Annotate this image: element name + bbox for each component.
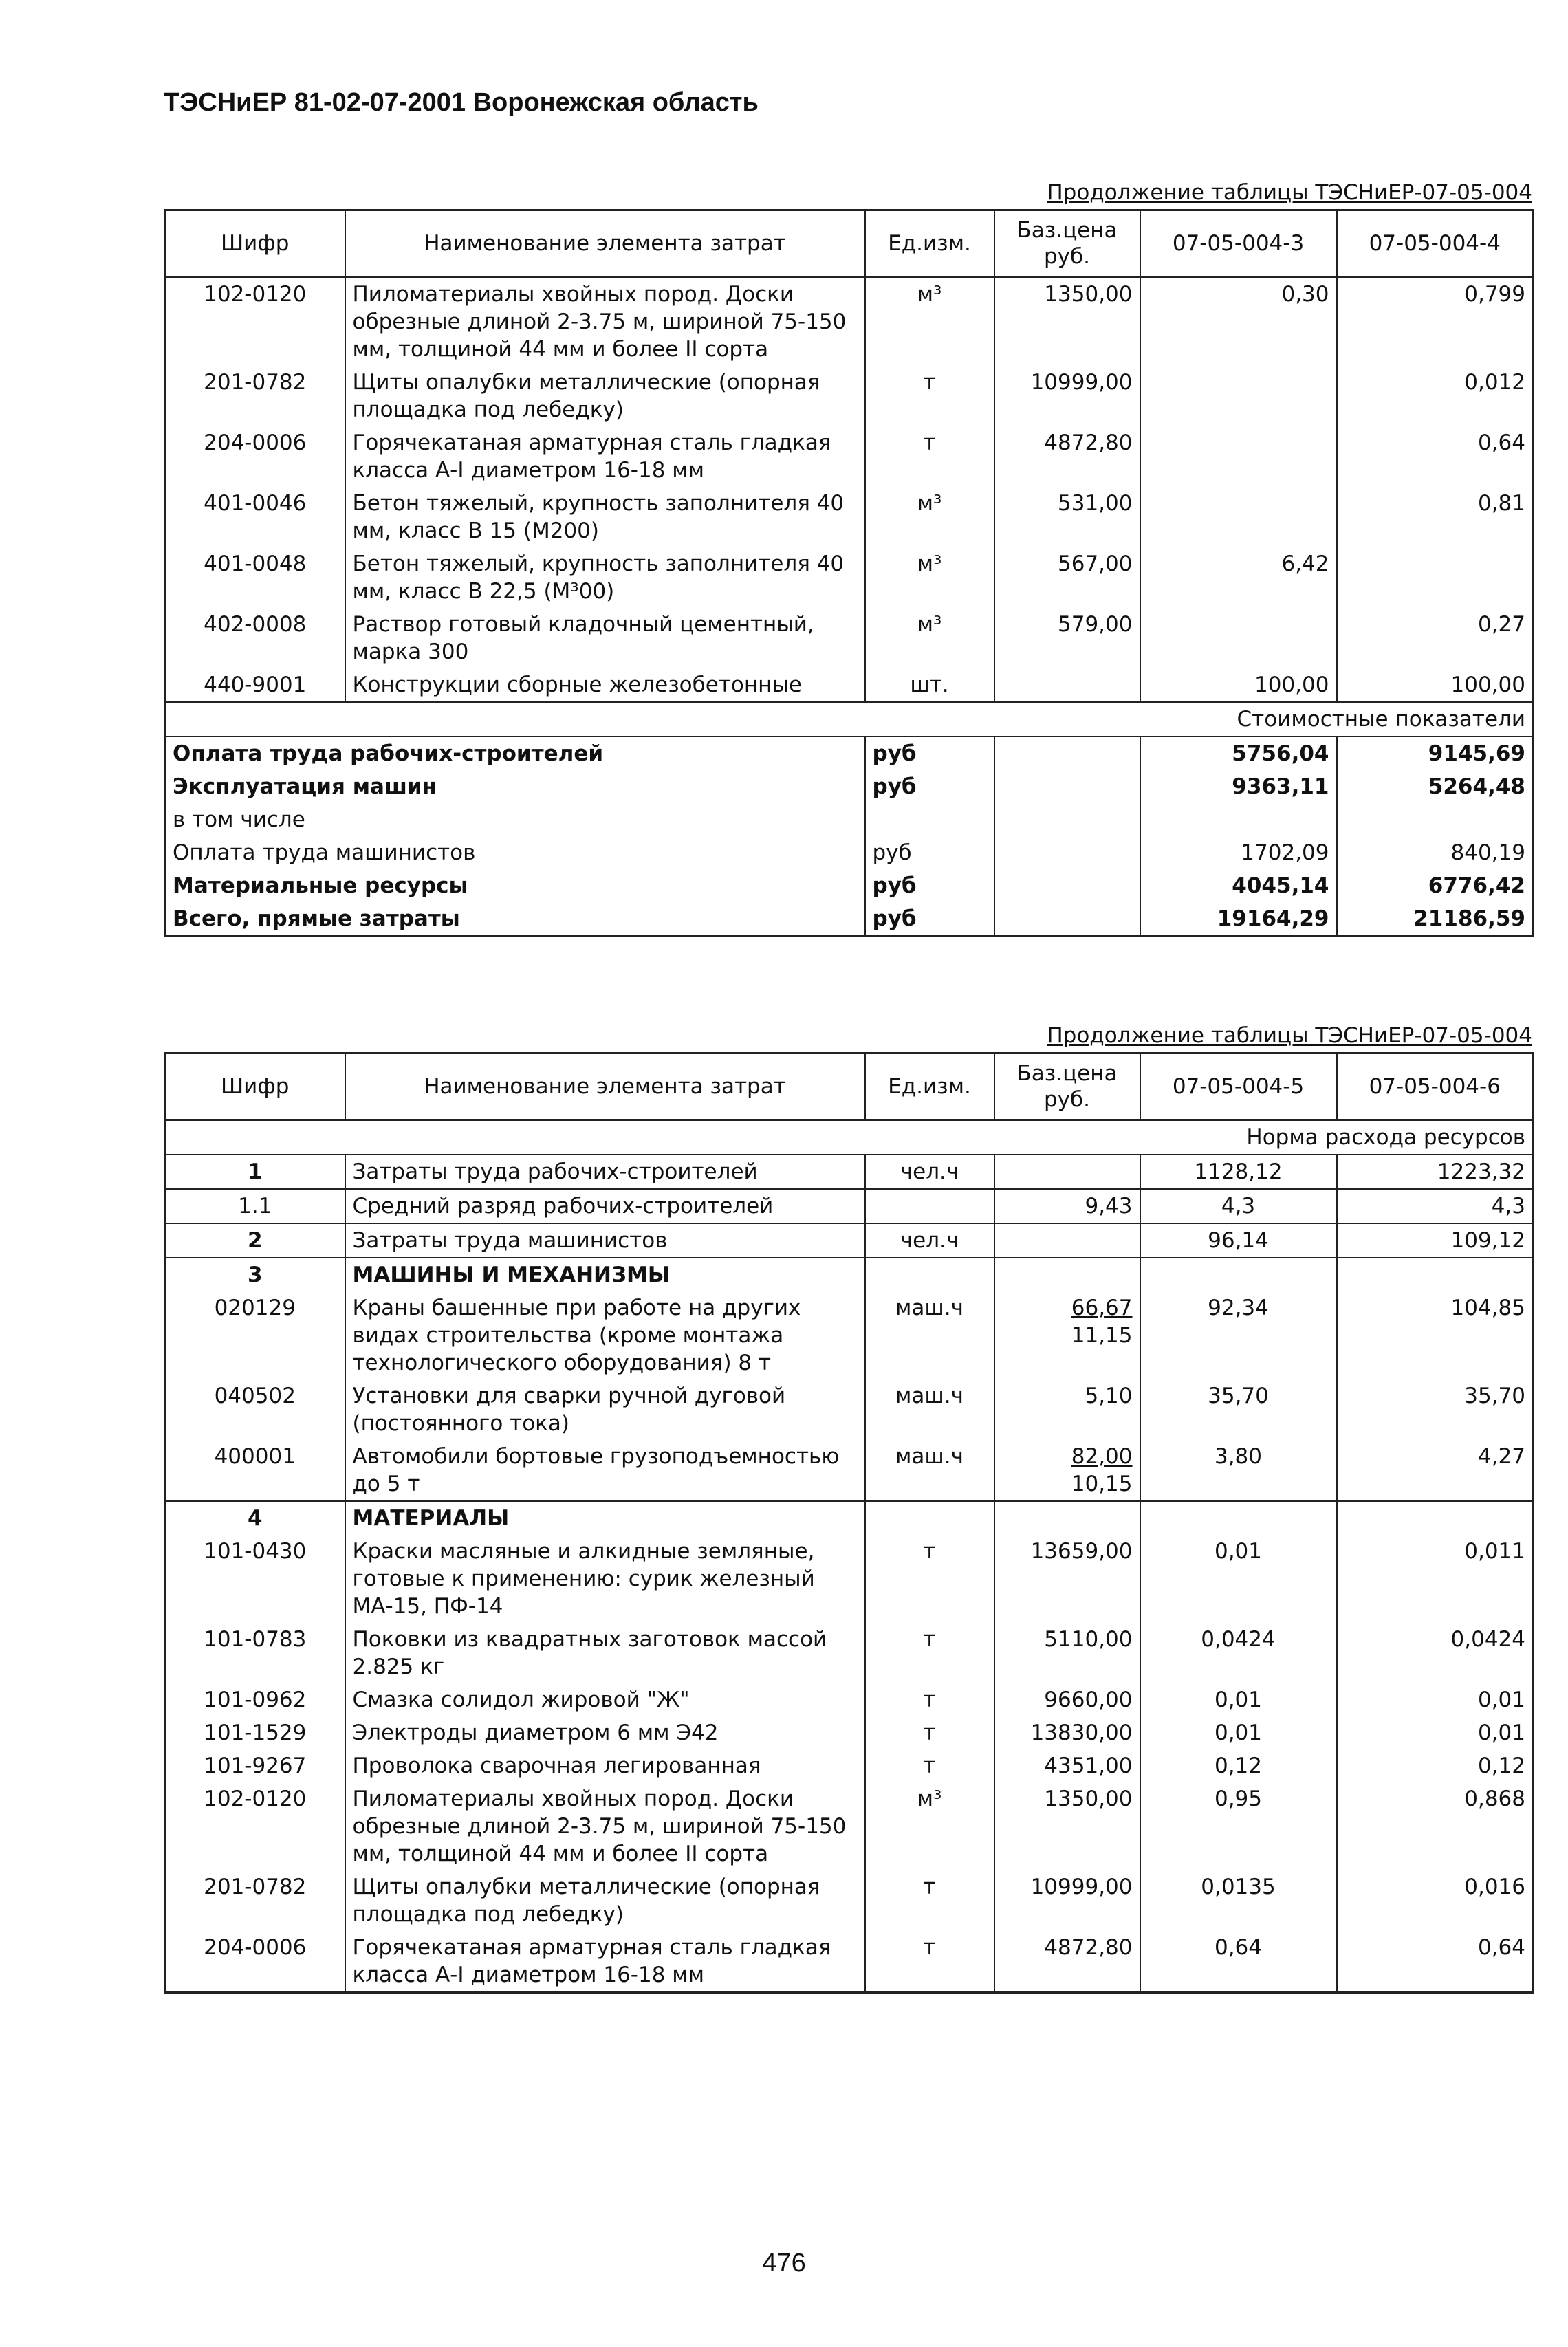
section-label: Норма расхода ресурсов	[165, 1120, 1534, 1155]
cell-code: 102-0120	[165, 277, 345, 367]
cell-code: 204-0006	[165, 426, 345, 487]
cell-code: 3	[165, 1258, 345, 1291]
cell-name: Раствор готовый кладочный цементный, марка 300	[345, 608, 865, 668]
cell-unit: т	[865, 426, 994, 487]
table-row	[165, 1379, 1534, 1440]
cell-unit: чел.ч	[865, 1223, 994, 1258]
cell-price: 579,00	[994, 608, 1140, 668]
cell-price: 13659,00	[994, 1535, 1140, 1623]
cell-code: 401-0046	[165, 487, 345, 547]
cell-name: МАШИНЫ И МЕХАНИЗМЫ	[345, 1258, 865, 1291]
cell-v2: 21186,59	[1337, 902, 1534, 937]
table-row	[165, 1623, 1534, 1683]
cell-v1: 6,42	[1140, 547, 1337, 608]
cost-row	[165, 869, 1534, 902]
cell-unit: т	[865, 1870, 994, 1931]
cell-v2: 109,12	[1337, 1223, 1534, 1258]
cell-v1	[1140, 366, 1337, 426]
cell-name: Оплата труда рабочих-строителей	[165, 736, 865, 770]
cell-name: Проволока сварочная легированная	[345, 1749, 865, 1782]
table-row	[165, 1155, 1534, 1189]
cell-v2	[1337, 1258, 1534, 1291]
cell-price	[994, 836, 1140, 869]
cell-v2: 0,01	[1337, 1683, 1534, 1716]
cell-v1: 0,01	[1140, 1716, 1337, 1749]
cell-v1: 35,70	[1140, 1379, 1337, 1440]
cell-price: 5110,00	[994, 1623, 1140, 1683]
cell-v1: 0,0424	[1140, 1623, 1337, 1683]
cell-price	[994, 803, 1140, 836]
cell-unit: чел.ч	[865, 1155, 994, 1189]
section-row	[165, 702, 1534, 736]
cell-name: Щиты опалубки металлические (опорная площадка под лебедку)	[345, 366, 865, 426]
cell-v2	[1337, 1501, 1534, 1535]
cell-name: Пиломатериалы хвойных пород. Доски обрезные длиной 2-3.75 м, шириной 75-150 мм, толщиной 44 мм и более II сорта	[345, 277, 865, 367]
table1-body	[165, 277, 1534, 937]
cell-v1: 0,01	[1140, 1535, 1337, 1623]
cell-unit: руб	[865, 902, 994, 937]
cell-v1: 4,3	[1140, 1189, 1337, 1223]
col-name: Наименование элемента затрат	[345, 210, 865, 277]
cell-code: 020129	[165, 1291, 345, 1379]
page-number: 476	[762, 2249, 806, 2278]
col-v2: 07-05-004-6	[1337, 1054, 1534, 1120]
table-row	[165, 1440, 1534, 1501]
col-price: Баз.цена руб.	[994, 1054, 1140, 1120]
table-row	[165, 1189, 1534, 1223]
table-row	[165, 1501, 1534, 1535]
cell-v1: 100,00	[1140, 668, 1337, 702]
cell-v2: 0,01	[1337, 1716, 1534, 1749]
cell-v2: 35,70	[1337, 1379, 1534, 1440]
cell-v2: 0,012	[1337, 366, 1534, 426]
cell-v1: 0,95	[1140, 1782, 1337, 1870]
cost-row	[165, 902, 1534, 937]
cell-name: Конструкции сборные железобетонные	[345, 668, 865, 702]
cell-price	[994, 668, 1140, 702]
cell-unit: т	[865, 1535, 994, 1623]
cell-v2: 5264,48	[1337, 770, 1534, 803]
col-v1: 07-05-004-3	[1140, 210, 1337, 277]
col-name: Наименование элемента затрат	[345, 1054, 865, 1120]
cell-v2: 0,81	[1337, 487, 1534, 547]
col-unit: Ед.изм.	[865, 1054, 994, 1120]
cell-v2	[1337, 803, 1534, 836]
cell-unit: руб	[865, 770, 994, 803]
table-row	[165, 547, 1534, 608]
cell-v1	[1140, 608, 1337, 668]
cell-unit	[865, 1189, 994, 1223]
table2-body	[165, 1120, 1534, 1993]
col-unit: Ед.изм.	[865, 210, 994, 277]
cell-v1: 0,64	[1140, 1931, 1337, 1993]
cell-price: 1350,00	[994, 1782, 1140, 1870]
cell-price	[994, 1223, 1140, 1258]
cell-price	[994, 1501, 1140, 1535]
cell-v1	[1140, 1501, 1337, 1535]
cell-price	[994, 736, 1140, 770]
table-row	[165, 1535, 1534, 1623]
col-code: Шифр	[165, 1054, 345, 1120]
cell-v1: 5756,04	[1140, 736, 1337, 770]
cell-unit: т	[865, 1623, 994, 1683]
table-row	[165, 1931, 1534, 1993]
cell-code: 2	[165, 1223, 345, 1258]
table-row	[165, 1870, 1534, 1931]
table-row	[165, 1258, 1534, 1291]
cell-unit: м³	[865, 547, 994, 608]
cell-price	[994, 1440, 1140, 1501]
cell-v1: 1702,09	[1140, 836, 1337, 869]
cell-name: Средний разряд рабочих-строителей	[345, 1189, 865, 1223]
cell-unit: руб	[865, 836, 994, 869]
cell-v1: 1128,12	[1140, 1155, 1337, 1189]
cell-name: Краны башенные при работе на других видах строительства (кроме монтажа технологического оборудования) 8 т	[345, 1291, 865, 1379]
cell-v2: 100,00	[1337, 668, 1534, 702]
cell-unit	[865, 1258, 994, 1291]
cost-row	[165, 770, 1534, 803]
cell-unit: т	[865, 1683, 994, 1716]
cell-v2: 0,011	[1337, 1535, 1534, 1623]
cell-code: 400001	[165, 1440, 345, 1501]
cell-price: 4872,80	[994, 1931, 1140, 1993]
cell-code: 401-0048	[165, 547, 345, 608]
cell-code: 440-9001	[165, 668, 345, 702]
cell-v2: 840,19	[1337, 836, 1534, 869]
cell-v2: 0,799	[1337, 277, 1534, 367]
cell-name: Затраты труда рабочих-строителей	[345, 1155, 865, 1189]
cell-v1: 3,80	[1140, 1440, 1337, 1501]
table1	[164, 209, 1534, 937]
price-numerator: 66,67	[1071, 1296, 1133, 1320]
cell-name: Затраты труда машинистов	[345, 1223, 865, 1258]
table-row	[165, 1291, 1534, 1379]
cell-unit	[865, 803, 994, 836]
cell-unit: руб	[865, 736, 994, 770]
table-row	[165, 1716, 1534, 1749]
cell-name: Бетон тяжелый, крупность заполнителя 40 мм, класс В 15 (М200)	[345, 487, 865, 547]
table-row	[165, 1683, 1534, 1716]
cell-name: Горячекатаная арматурная сталь гладкая класса А-I диаметром 16-18 мм	[345, 426, 865, 487]
cell-price	[994, 869, 1140, 902]
cell-price	[994, 1155, 1140, 1189]
table-row	[165, 668, 1534, 702]
cell-name: Бетон тяжелый, крупность заполнителя 40 мм, класс В 22,5 (М³00)	[345, 547, 865, 608]
cell-price: 1350,00	[994, 277, 1140, 367]
cell-unit: т	[865, 1749, 994, 1782]
cell-v2: 4,3	[1337, 1189, 1534, 1223]
document-title: ТЭСНиЕР 81-02-07-2001 Воронежская область	[164, 88, 759, 117]
cell-v2: 4,27	[1337, 1440, 1534, 1501]
col-v1: 07-05-004-5	[1140, 1054, 1337, 1120]
table1-header-row	[165, 210, 1534, 277]
cell-v1	[1140, 803, 1337, 836]
table-row	[165, 487, 1534, 547]
cell-name: Установки для сварки ручной дуговой (постоянного тока)	[345, 1379, 865, 1440]
cell-unit	[865, 1501, 994, 1535]
cell-unit: маш.ч	[865, 1379, 994, 1440]
cell-name: Материальные ресурсы	[165, 869, 865, 902]
table-row	[165, 1223, 1534, 1258]
cell-v2	[1337, 547, 1534, 608]
cell-price: 4351,00	[994, 1749, 1140, 1782]
price-numerator: 82,00	[1071, 1444, 1133, 1469]
table2	[164, 1052, 1534, 1994]
table-row	[165, 1782, 1534, 1870]
cell-price: 5,10	[994, 1379, 1140, 1440]
cell-name: Горячекатаная арматурная сталь гладкая класса А-I диаметром 16-18 мм	[345, 1931, 865, 1993]
cell-code: 101-0430	[165, 1535, 345, 1623]
cell-price: 13830,00	[994, 1716, 1140, 1749]
cell-name: Поковки из квадратных заготовок массой 2.825 кг	[345, 1623, 865, 1683]
cell-code: 402-0008	[165, 608, 345, 668]
cell-unit: м³	[865, 608, 994, 668]
cell-v1	[1140, 487, 1337, 547]
cell-code: 101-0962	[165, 1683, 345, 1716]
cell-name: Пиломатериалы хвойных пород. Доски обрезные длиной 2-3.75 м, шириной 75-150 мм, толщиной 44 мм и более II сорта	[345, 1782, 865, 1870]
table-row	[165, 426, 1534, 487]
cell-price: 9,43	[994, 1189, 1140, 1223]
cell-code: 101-0783	[165, 1623, 345, 1683]
col-v2: 07-05-004-4	[1337, 210, 1534, 277]
cell-price	[994, 770, 1140, 803]
cell-code: 201-0782	[165, 366, 345, 426]
price-denominator: 11,15	[1071, 1323, 1133, 1348]
cell-code: 101-1529	[165, 1716, 345, 1749]
cell-code: 102-0120	[165, 1782, 345, 1870]
cell-code: 201-0782	[165, 1870, 345, 1931]
cell-v2: 1223,32	[1337, 1155, 1534, 1189]
table2-continuation-note: Продолжение таблицы ТЭСНиЕР-07-05-004	[1047, 1023, 1532, 1048]
cell-unit: м³	[865, 487, 994, 547]
cell-unit: м³	[865, 1782, 994, 1870]
cell-code: 4	[165, 1501, 345, 1535]
cell-name: Смазка солидол жировой "Ж"	[345, 1683, 865, 1716]
cell-v1: 92,34	[1140, 1291, 1337, 1379]
cell-unit: маш.ч	[865, 1291, 994, 1379]
cell-v1: 0,30	[1140, 277, 1337, 367]
cell-unit: м³	[865, 277, 994, 367]
cell-price: 10999,00	[994, 1870, 1140, 1931]
cell-unit: т	[865, 1931, 994, 1993]
price-denominator: 10,15	[1071, 1472, 1133, 1496]
cell-v1: 4045,14	[1140, 869, 1337, 902]
table-row	[165, 608, 1534, 668]
cell-price: 10999,00	[994, 366, 1140, 426]
table-row	[165, 277, 1534, 367]
cost-row	[165, 803, 1534, 836]
cell-price: 567,00	[994, 547, 1140, 608]
cell-v2: 0,27	[1337, 608, 1534, 668]
cell-price: 531,00	[994, 487, 1140, 547]
cell-v1: 0,01	[1140, 1683, 1337, 1716]
cell-v2: 0,868	[1337, 1782, 1534, 1870]
cell-unit: руб	[865, 869, 994, 902]
table1-continuation-note: Продолжение таблицы ТЭСНиЕР-07-05-004	[1047, 180, 1532, 205]
cell-name: Щиты опалубки металлические (опорная площадка под лебедку)	[345, 1870, 865, 1931]
cell-unit: т	[865, 1716, 994, 1749]
table-row	[165, 366, 1534, 426]
cell-name: в том числе	[165, 803, 865, 836]
cell-v1: 0,12	[1140, 1749, 1337, 1782]
cell-code: 101-9267	[165, 1749, 345, 1782]
cell-price	[994, 902, 1140, 937]
cell-v2: 0,0424	[1337, 1623, 1534, 1683]
col-code: Шифр	[165, 210, 345, 277]
section-label: Стоимостные показатели	[165, 702, 1534, 736]
cell-v2: 9145,69	[1337, 736, 1534, 770]
cell-v1: 0,0135	[1140, 1870, 1337, 1931]
cell-price	[994, 1291, 1140, 1379]
cell-unit: маш.ч	[865, 1440, 994, 1501]
cost-row	[165, 836, 1534, 869]
cell-code: 1.1	[165, 1189, 345, 1223]
col-price: Баз.цена руб.	[994, 210, 1140, 277]
cell-v2: 104,85	[1337, 1291, 1534, 1379]
price-fraction	[1071, 1443, 1133, 1498]
cell-price: 9660,00	[994, 1683, 1140, 1716]
cell-v1: 96,14	[1140, 1223, 1337, 1258]
cost-row	[165, 736, 1534, 770]
price-fraction	[1071, 1294, 1133, 1349]
cell-unit: т	[865, 366, 994, 426]
section-row	[165, 1120, 1534, 1155]
cell-name: Автомобили бортовые грузоподъемностью до 5 т	[345, 1440, 865, 1501]
cell-name: МАТЕРИАЛЫ	[345, 1501, 865, 1535]
table2-header-row	[165, 1054, 1534, 1120]
cell-price: 4872,80	[994, 426, 1140, 487]
cell-unit: шт.	[865, 668, 994, 702]
cell-v1	[1140, 426, 1337, 487]
cell-name: Всего, прямые затраты	[165, 902, 865, 937]
cell-v1: 19164,29	[1140, 902, 1337, 937]
cell-v2: 0,64	[1337, 1931, 1534, 1993]
cell-v1	[1140, 1258, 1337, 1291]
cell-v1: 9363,11	[1140, 770, 1337, 803]
cell-name: Электроды диаметром 6 мм Э42	[345, 1716, 865, 1749]
cell-v2: 0,12	[1337, 1749, 1534, 1782]
cell-price	[994, 1258, 1140, 1291]
cell-code: 204-0006	[165, 1931, 345, 1993]
cell-name: Оплата труда машинистов	[165, 836, 865, 869]
cell-code: 040502	[165, 1379, 345, 1440]
cell-v2: 0,64	[1337, 426, 1534, 487]
cell-v2: 6776,42	[1337, 869, 1534, 902]
cell-v2: 0,016	[1337, 1870, 1534, 1931]
cell-code: 1	[165, 1155, 345, 1189]
cell-name: Эксплуатация машин	[165, 770, 865, 803]
cell-name: Краски масляные и алкидные земляные, готовые к применению: сурик железный МА-15, ПФ-14	[345, 1535, 865, 1623]
table-row	[165, 1749, 1534, 1782]
